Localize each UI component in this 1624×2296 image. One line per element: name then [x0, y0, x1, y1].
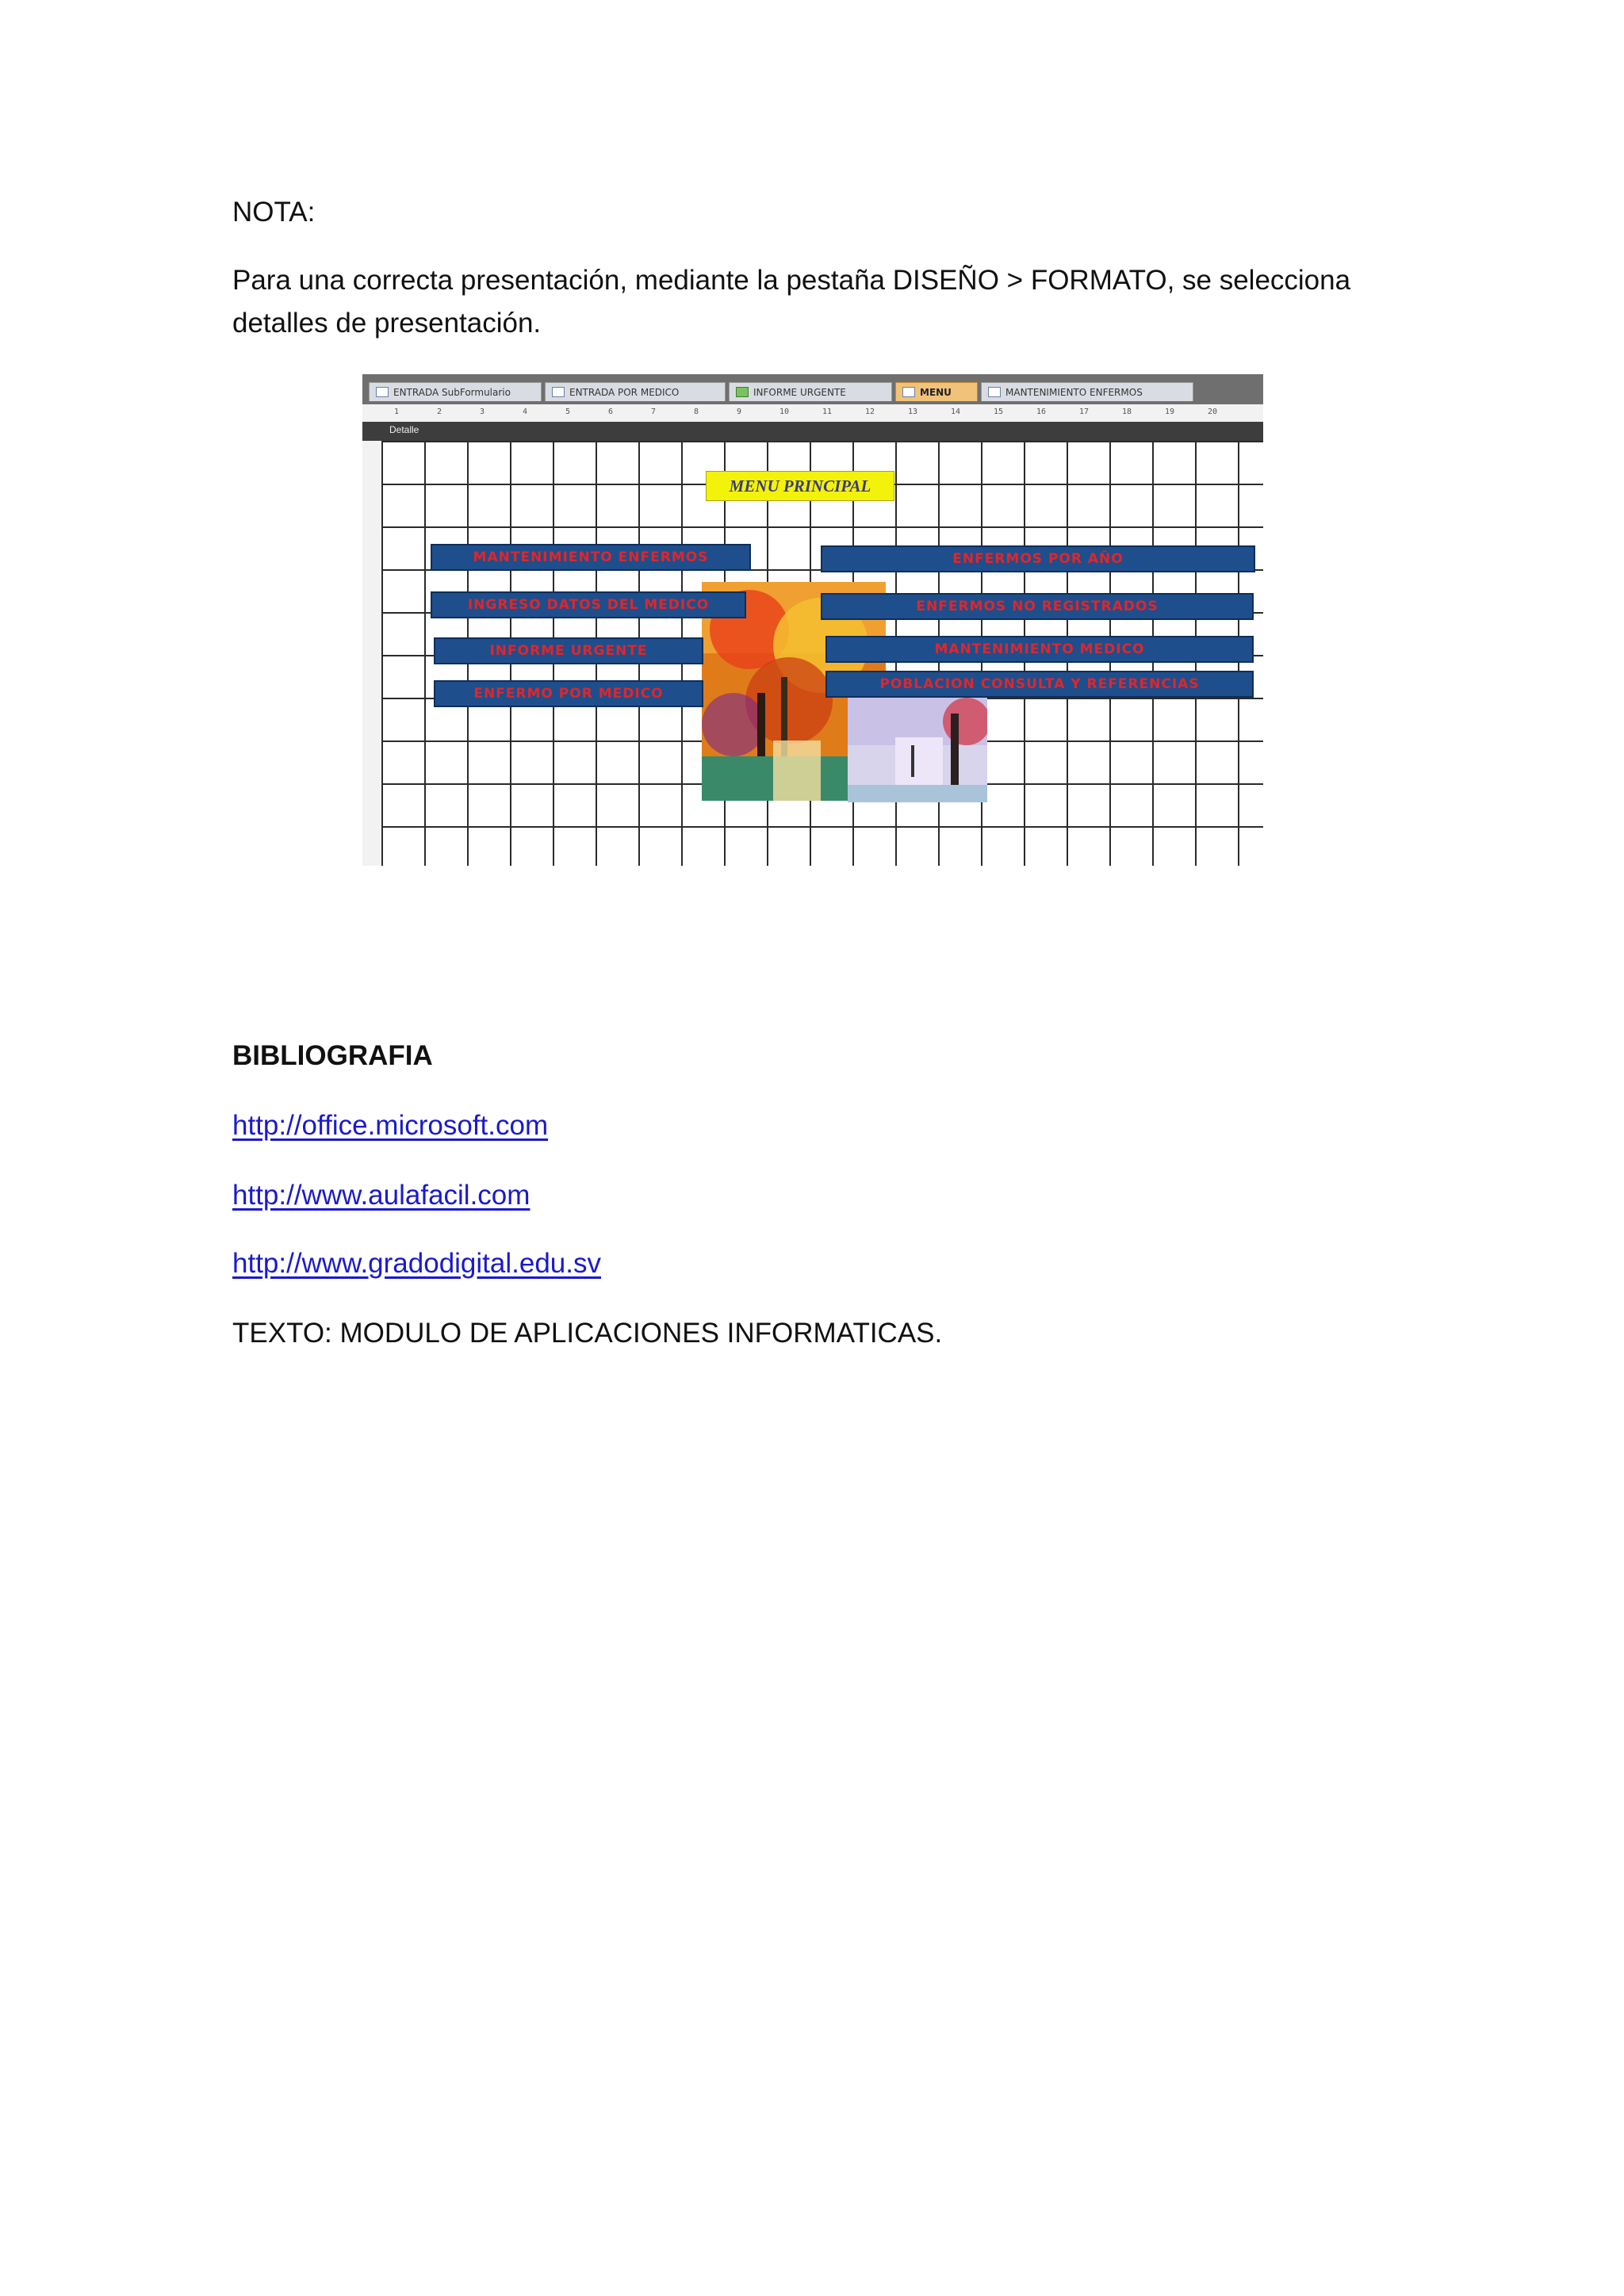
ruler-mark: 7	[651, 408, 657, 416]
ruler-mark: 9	[737, 408, 742, 416]
ruler-mark: 16	[1036, 408, 1047, 416]
ruler-mark: 20	[1208, 408, 1218, 416]
form-icon	[988, 387, 1001, 397]
mantenimiento-medico-button[interactable]: MANTENIMIENTO MEDICO	[825, 636, 1254, 663]
ruler-mark: 8	[694, 408, 699, 416]
horizontal-ruler	[362, 404, 1263, 423]
section-bar-detalle[interactable]	[362, 422, 1263, 441]
ruler-mark: 13	[908, 408, 918, 416]
access-form-screenshot	[362, 374, 1263, 866]
tab-menu[interactable]: MENU	[895, 382, 978, 401]
ruler-mark: 4	[523, 408, 528, 416]
ruler-mark: 11	[822, 408, 833, 416]
ruler-mark: 10	[779, 408, 790, 416]
park-painting-image	[848, 698, 987, 802]
section-label: Detalle	[389, 424, 419, 435]
form-icon	[376, 387, 389, 397]
link-aulafacil[interactable]: http://www.aulafacil.com	[232, 1180, 530, 1211]
tab-informe-urgente[interactable]: INFORME URGENTE	[729, 382, 892, 401]
tab-entrada-por-medico[interactable]: ENTRADA POR MEDICO	[545, 382, 726, 401]
mantenimiento-enfermos-button[interactable]: MANTENIMIENTO ENFERMOS	[431, 544, 751, 571]
tab-entrada-subformulario[interactable]: ENTRADA SubFormulario	[369, 382, 542, 401]
ruler-mark: 15	[994, 408, 1004, 416]
tab-bar	[362, 374, 1263, 404]
menu-principal-title: MENU PRINCIPAL	[706, 471, 894, 501]
poblacion-consulta-referencias-button[interactable]: POBLACION CONSULTA Y REFERENCIAS	[825, 671, 1254, 698]
ruler-mark: 12	[865, 408, 875, 416]
enfermos-por-ano-button[interactable]: ENFERMOS POR AÑO	[821, 545, 1255, 572]
ruler-mark: 14	[951, 408, 961, 416]
report-icon	[736, 387, 749, 397]
link-office-microsoft[interactable]: http://office.microsoft.com	[232, 1110, 549, 1141]
bibliografia-heading: BIBLIOGRAFIA	[232, 1040, 433, 1071]
tab-mantenimiento-enfermos[interactable]: MANTENIMIENTO ENFERMOS	[981, 382, 1193, 401]
ruler-mark: 18	[1122, 408, 1132, 416]
nota-body-line-1: Para una correcta presentación, mediante la pestaña DISEÑO > FORMATO, se selecciona	[232, 265, 1351, 296]
link-gradodigital[interactable]: http://www.gradodigital.edu.sv	[232, 1248, 601, 1279]
nota-body-line-2: detalles de presentación.	[232, 308, 542, 339]
ruler-mark: 1	[394, 408, 400, 416]
ingreso-datos-medico-button[interactable]: INGRESO DATOS DEL MEDICO	[431, 591, 746, 618]
ruler-mark: 2	[437, 408, 442, 416]
ruler-mark: 3	[480, 408, 485, 416]
ruler-mark: 5	[565, 408, 571, 416]
ruler-mark: 17	[1079, 408, 1090, 416]
enfermo-por-medico-button[interactable]: ENFERMO POR MEDICO	[434, 680, 703, 707]
nota-heading: NOTA:	[232, 197, 316, 228]
vertical-ruler	[362, 441, 382, 866]
informe-urgente-button[interactable]: INFORME URGENTE	[434, 637, 703, 664]
form-icon	[552, 387, 565, 397]
ruler-mark: 19	[1165, 408, 1175, 416]
ruler-mark: 6	[608, 408, 614, 416]
form-icon	[902, 387, 915, 397]
texto-reference: TEXTO: MODULO DE APLICACIONES INFORMATICAS.	[232, 1318, 943, 1349]
enfermos-no-registrados-button[interactable]: ENFERMOS NO REGISTRADOS	[821, 593, 1254, 620]
